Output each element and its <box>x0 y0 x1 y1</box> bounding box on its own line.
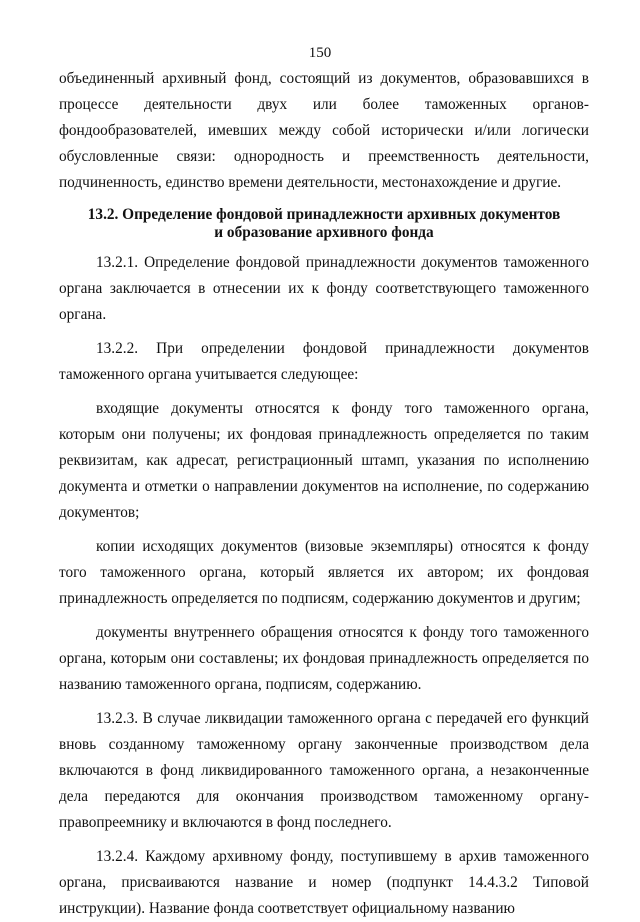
paragraph-incoming-docs: входящие документы относятся к фонду того таможенного органа, которым они получены; их фондовая принадлежность определяется по таким реквизитам, как адресат, регистрационный штамп, указания по исполнению документа и отметки о направлении документов на исполнение, по содержанию документов; <box>59 400 589 521</box>
section-heading-line-2: и образование архивного фонда <box>214 224 434 241</box>
paragraph-outgoing-copies: копии исходящих документов (визовые экземпляры) относятся к фонду того таможенного органа, который является их автором; их фондовая принадлежность определяется по подписям, содержанию документов и другим; <box>59 538 589 607</box>
document-body <box>59 66 589 922</box>
section-heading <box>59 206 589 242</box>
paragraph-internal-docs: документы внутреннего обращения относятся к фонду того таможенного органа, которым они составлены; их фондовая принадлежность определяется по названию таможенного органа, подписям, содержанию. <box>59 624 589 693</box>
paragraph-13-2-4: 13.2.4. Каждому архивному фонду, поступившему в архив таможенного органа, присваиваются название и номер (подпункт 14.4.3.2 Типовой инструкции). Название фонда соответствует официальному названию <box>59 848 589 917</box>
paragraph-13-2-3: 13.2.3. В случае ликвидации таможенного органа с передачей его функций вновь созданному таможенному органу законченные производством дела включаются в фонд ликвидированного таможенного органа, а незаконченные дела передаются для окончания производством таможенному органу-правопреемнику и включаются в фонд последнего. <box>59 710 589 831</box>
page-number: 150 <box>308 45 332 61</box>
paragraph-13-2-1: 13.2.1. Определение фондовой принадлежности документов таможенного органа заключается в отнесении их к фонду соответствующего таможенного органа. <box>59 254 589 323</box>
section-heading-line-1: 13.2. Определение фондовой принадлежности архивных документов <box>87 206 561 223</box>
paragraph-continuation: объединенный архивный фонд, состоящий из документов, образовавшихся в процессе деятельности двух или более таможенных органов-фондообразователей, имевших между собой исторически и/или логически обусловленные связи: однородность и преемственность деятельности, подчиненность, единство времени деятельности, местонахождение и другие. <box>59 70 589 191</box>
paragraph-13-2-2: 13.2.2. При определении фондовой принадлежности документов таможенного органа учитывается следующее: <box>59 340 589 383</box>
